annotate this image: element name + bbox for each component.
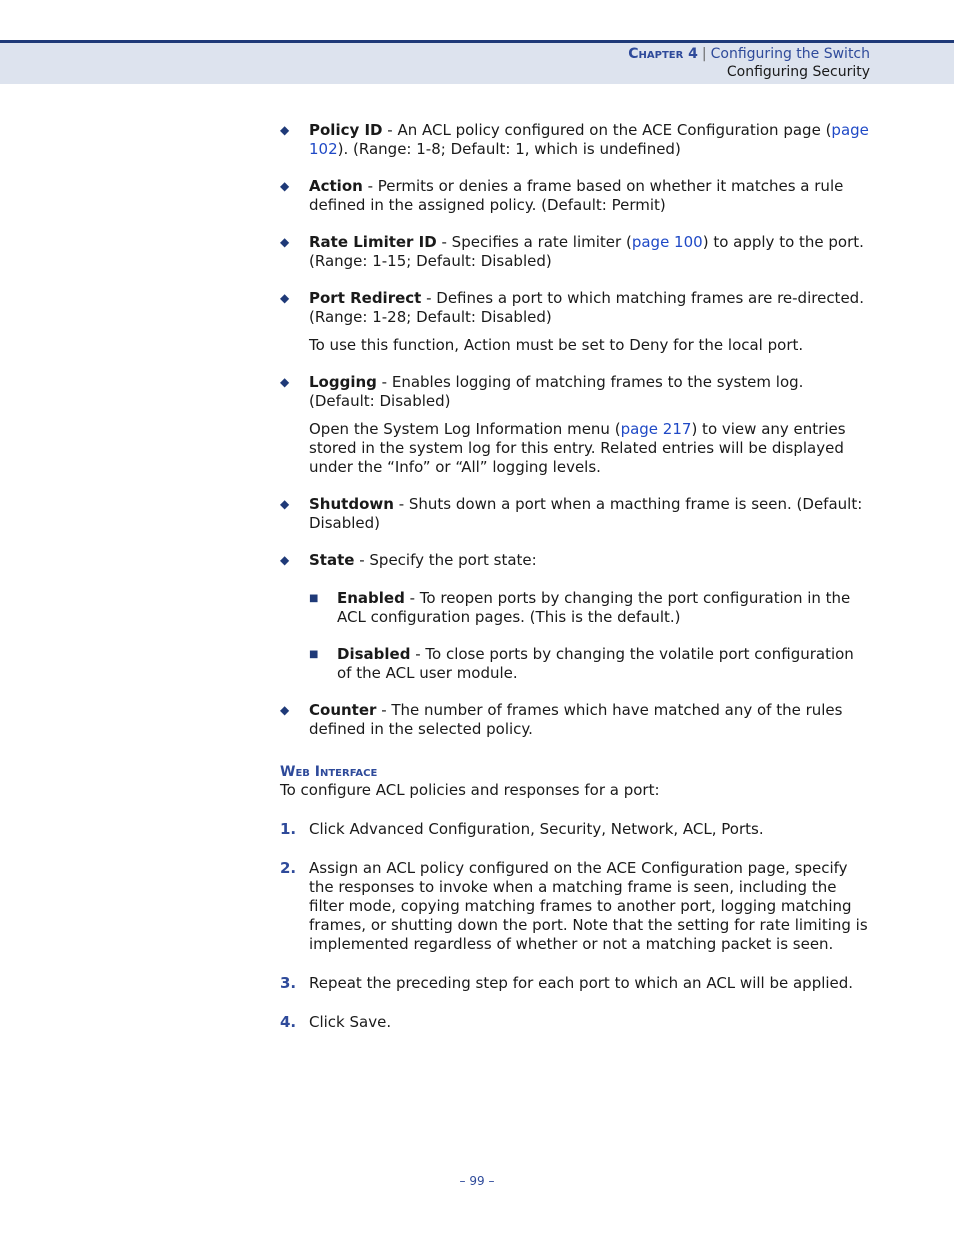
item-term: Action bbox=[309, 177, 363, 195]
page-number: – 99 – bbox=[459, 1174, 495, 1188]
item-text: State - Specify the port state: bbox=[309, 551, 537, 569]
running-header bbox=[628, 45, 870, 81]
item-term: Port Redirect bbox=[309, 289, 422, 307]
item-note: Open the System Log Information menu (page 217) to view any entries stored in the system log for this entry. Related entries will be displayed under the “Info” or “All” logging levels. bbox=[309, 420, 846, 476]
item-term: Shutdown bbox=[309, 495, 394, 513]
step-text: Click Save. bbox=[309, 1013, 392, 1031]
list-item-counter bbox=[280, 701, 870, 739]
diamond-bullet-icon: ◆ bbox=[280, 123, 290, 137]
step-2 bbox=[280, 859, 870, 954]
item-term: State bbox=[309, 551, 355, 569]
step-text: Repeat the preceding step for each port to which an ACL will be applied. bbox=[309, 974, 854, 992]
diamond-bullet-icon: ◆ bbox=[280, 553, 290, 567]
step-number: 2. bbox=[280, 859, 297, 877]
page-body bbox=[280, 121, 870, 1052]
step-text: Assign an ACL policy configured on the ACE Configuration page, specify the responses to invoke when a matching frame is seen, including the filter mode, copying matching frames to another port, logging matching frames, or shutting down the port. Note that the setting for rate limiting is implemented regardless of whether or not a matching packet is seen. bbox=[309, 859, 868, 953]
square-bullet-icon: ■ bbox=[309, 649, 319, 660]
item-term: Logging bbox=[309, 373, 377, 391]
diamond-bullet-icon: ◆ bbox=[280, 179, 290, 193]
sublist-item-enabled bbox=[309, 589, 870, 627]
diamond-bullet-icon: ◆ bbox=[280, 497, 290, 511]
item-text: Policy ID - An ACL policy configured on the ACE Configuration page (page 102). (Range: 1-8; Default: 1, which is undefined) bbox=[309, 121, 869, 158]
diamond-bullet-icon: ◆ bbox=[280, 291, 290, 305]
step-number: 1. bbox=[280, 820, 297, 838]
item-note: To use this function, Action must be set to Deny for the local port. bbox=[309, 336, 804, 354]
step-4 bbox=[280, 1013, 870, 1032]
web-interface-heading: Web Interface bbox=[280, 764, 378, 780]
subitem-text: Enabled - To reopen ports by changing the port configuration in the ACL configuration pages. (This is the default.) bbox=[337, 589, 851, 626]
list-item-action bbox=[280, 177, 870, 215]
diamond-bullet-icon: ◆ bbox=[280, 235, 290, 249]
list-item-rate-limiter-id bbox=[280, 233, 870, 271]
subitem-term: Disabled bbox=[337, 645, 411, 663]
diamond-bullet-icon: ◆ bbox=[280, 703, 290, 717]
item-text: Shutdown - Shuts down a port when a macthing frame is seen. (Default: Disabled) bbox=[309, 495, 863, 532]
list-item-logging bbox=[280, 373, 870, 477]
page-link[interactable]: page 217 bbox=[620, 420, 692, 438]
list-item-state bbox=[280, 551, 870, 683]
subitem-text: Disabled - To close ports by changing the volatile port configuration of the ACL user module. bbox=[337, 645, 854, 682]
page-link[interactable]: page 102 bbox=[309, 121, 869, 158]
sublist-item-disabled bbox=[309, 645, 870, 683]
square-bullet-icon: ■ bbox=[309, 593, 319, 604]
header-separator: | bbox=[701, 46, 707, 62]
subitem-term: Enabled bbox=[337, 589, 405, 607]
step-3 bbox=[280, 974, 870, 993]
page-link[interactable]: page 100 bbox=[631, 233, 703, 251]
item-text: Counter - The number of frames which have matched any of the rules defined in the selected policy. bbox=[309, 701, 843, 738]
chapter-title: Configuring the Switch bbox=[710, 46, 870, 62]
item-text: Action - Permits or denies a frame based on whether it matches a rule defined in the assigned policy. (Default: Permit) bbox=[309, 177, 844, 214]
diamond-bullet-icon: ◆ bbox=[280, 375, 290, 389]
item-term: Policy ID bbox=[309, 121, 383, 139]
item-term: Counter bbox=[309, 701, 377, 719]
item-text: Logging - Enables logging of matching frames to the system log. (Default: Disabled) bbox=[309, 373, 804, 410]
list-item-policy-id bbox=[280, 121, 870, 159]
web-interface-intro: To configure ACL policies and responses for a port: bbox=[280, 781, 660, 799]
step-1 bbox=[280, 820, 870, 839]
step-number: 3. bbox=[280, 974, 297, 992]
state-sublist bbox=[309, 589, 870, 683]
step-number: 4. bbox=[280, 1013, 297, 1031]
section-title: Configuring Security bbox=[726, 64, 870, 80]
step-text: Click Advanced Configuration, Security, Network, ACL, Ports. bbox=[309, 820, 764, 838]
item-term: Rate Limiter ID bbox=[309, 233, 437, 251]
list-item-shutdown bbox=[280, 495, 870, 533]
item-text: Port Redirect - Defines a port to which matching frames are re-directed. (Range: 1-28; Default: Disabled) bbox=[309, 289, 864, 326]
chapter-label: Chapter 4 bbox=[628, 46, 698, 62]
list-item-port-redirect bbox=[280, 289, 870, 355]
item-text: Rate Limiter ID - Specifies a rate limiter (page 100) to apply to the port. (Range: 1-15; Default: Disabled) bbox=[309, 233, 864, 270]
